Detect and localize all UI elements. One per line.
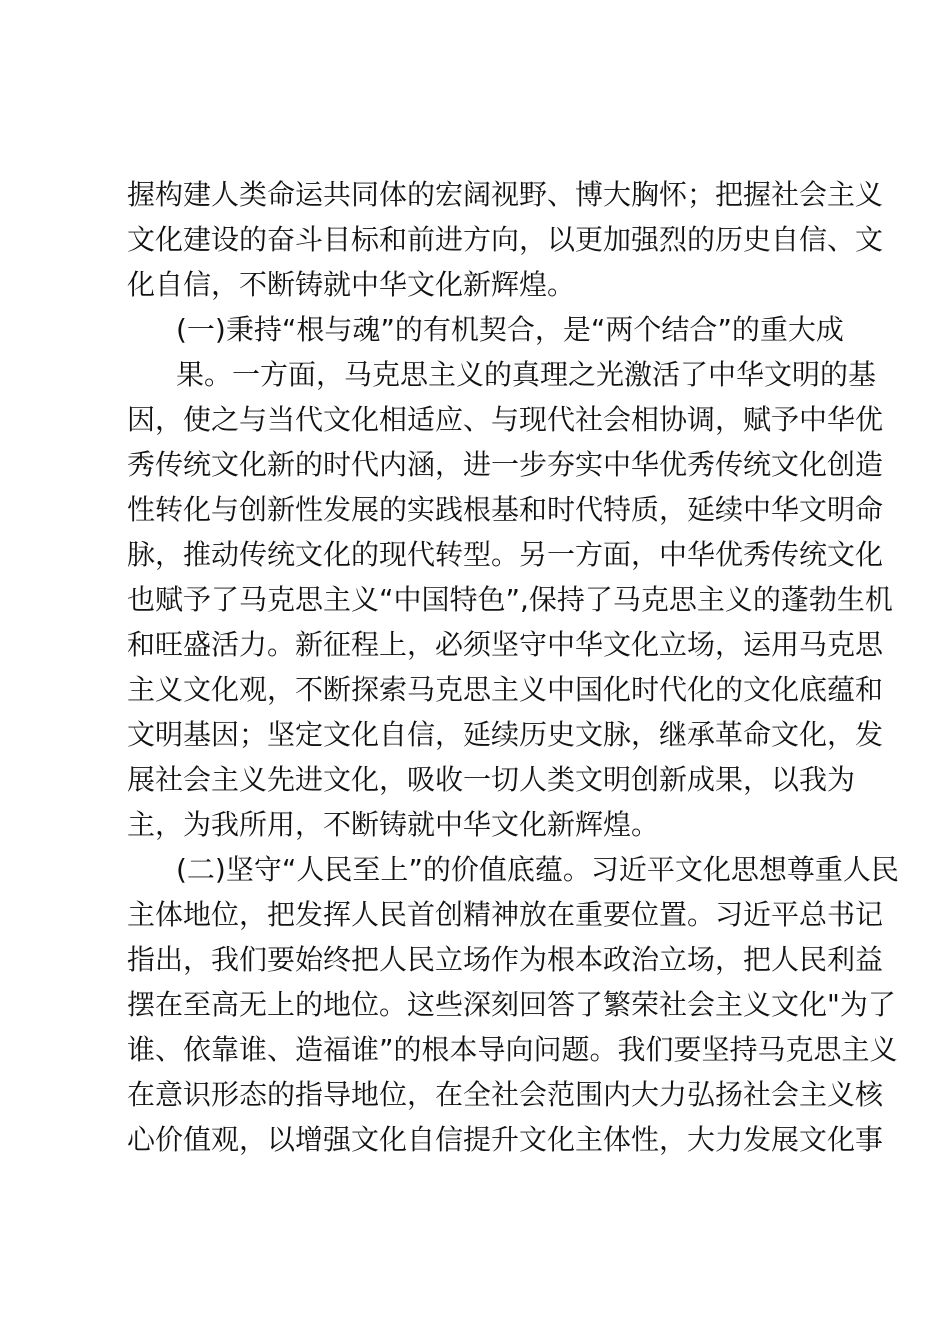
text-line-2: 文化建设的奋斗目标和前进方向，以更加强烈的历史自信、文: [127, 223, 884, 256]
section-heading-1: (一)秉持“根与魂”的有机契合，是“两个结合”的重大成: [176, 313, 844, 346]
text-line-19: 摆在至高无上的地位。这些深刻回答了繁荣社会主义文化"为了: [127, 988, 896, 1021]
text-line-22: 心价值观，以增强文化自信提升文化主体性，大力发展文化事: [127, 1123, 884, 1156]
text-line-11: 和旺盛活力。新征程上，必须坚守中华文化立场，运用马克思: [127, 628, 884, 661]
text-line-5: 果。一方面，马克思主义的真理之光激活了中华文明的基: [176, 358, 877, 391]
text-line-12: 主义文化观，不断探索马克思主义中国化时代化的文化底蕴和: [127, 673, 884, 706]
text-line-7: 秀传统文化新的时代内涵，进一步夯实中华优秀传统文化创造: [127, 448, 884, 481]
text-line-14: 展社会主义先进文化，吸收一切人类文明创新成果，以我为: [127, 763, 856, 796]
text-line-21: 在意识形态的指导地位，在全社会范围内大力弘扬社会主义核: [127, 1078, 884, 1111]
text-line-8: 性转化与创新性发展的实践根基和时代特质，延续中华文明命: [127, 493, 884, 526]
text-line-18: 指出，我们要始终把人民立场作为根本政治立场，把人民利益: [127, 943, 884, 976]
text-line-6: 因，使之与当代文化相适应、与现代社会相协调，赋予中华优: [127, 403, 884, 436]
text-line-1: 握构建人类命运共同体的宏阔视野、博大胸怀；把握社会主义: [127, 178, 884, 211]
text-line-15: 主，为我所用，不断铸就中华文化新辉煌。: [127, 808, 660, 841]
text-line-13: 文明基因；坚定文化自信，延续历史文脉，继承革命文化，发: [127, 718, 884, 751]
text-line-20: 谁、依靠谁、造福谁”的根本导向问题。我们要坚持马克思主义: [127, 1033, 898, 1066]
section-heading-2: (二)坚守“人民至上”的价值底蕴。习近平文化思想尊重人民: [176, 853, 899, 886]
text-line-9: 脉，推动传统文化的现代转型。另一方面，中华优秀传统文化: [127, 538, 884, 571]
text-line-10: 也赋予了马克思主义“中国特色”,保持了马克思主义的蓬勃生机: [127, 583, 893, 616]
text-line-3: 化自信，不断铸就中华文化新辉煌。: [127, 268, 576, 301]
text-line-17: 主体地位，把发挥人民首创精神放在重要位置。习近平总书记: [127, 898, 884, 931]
